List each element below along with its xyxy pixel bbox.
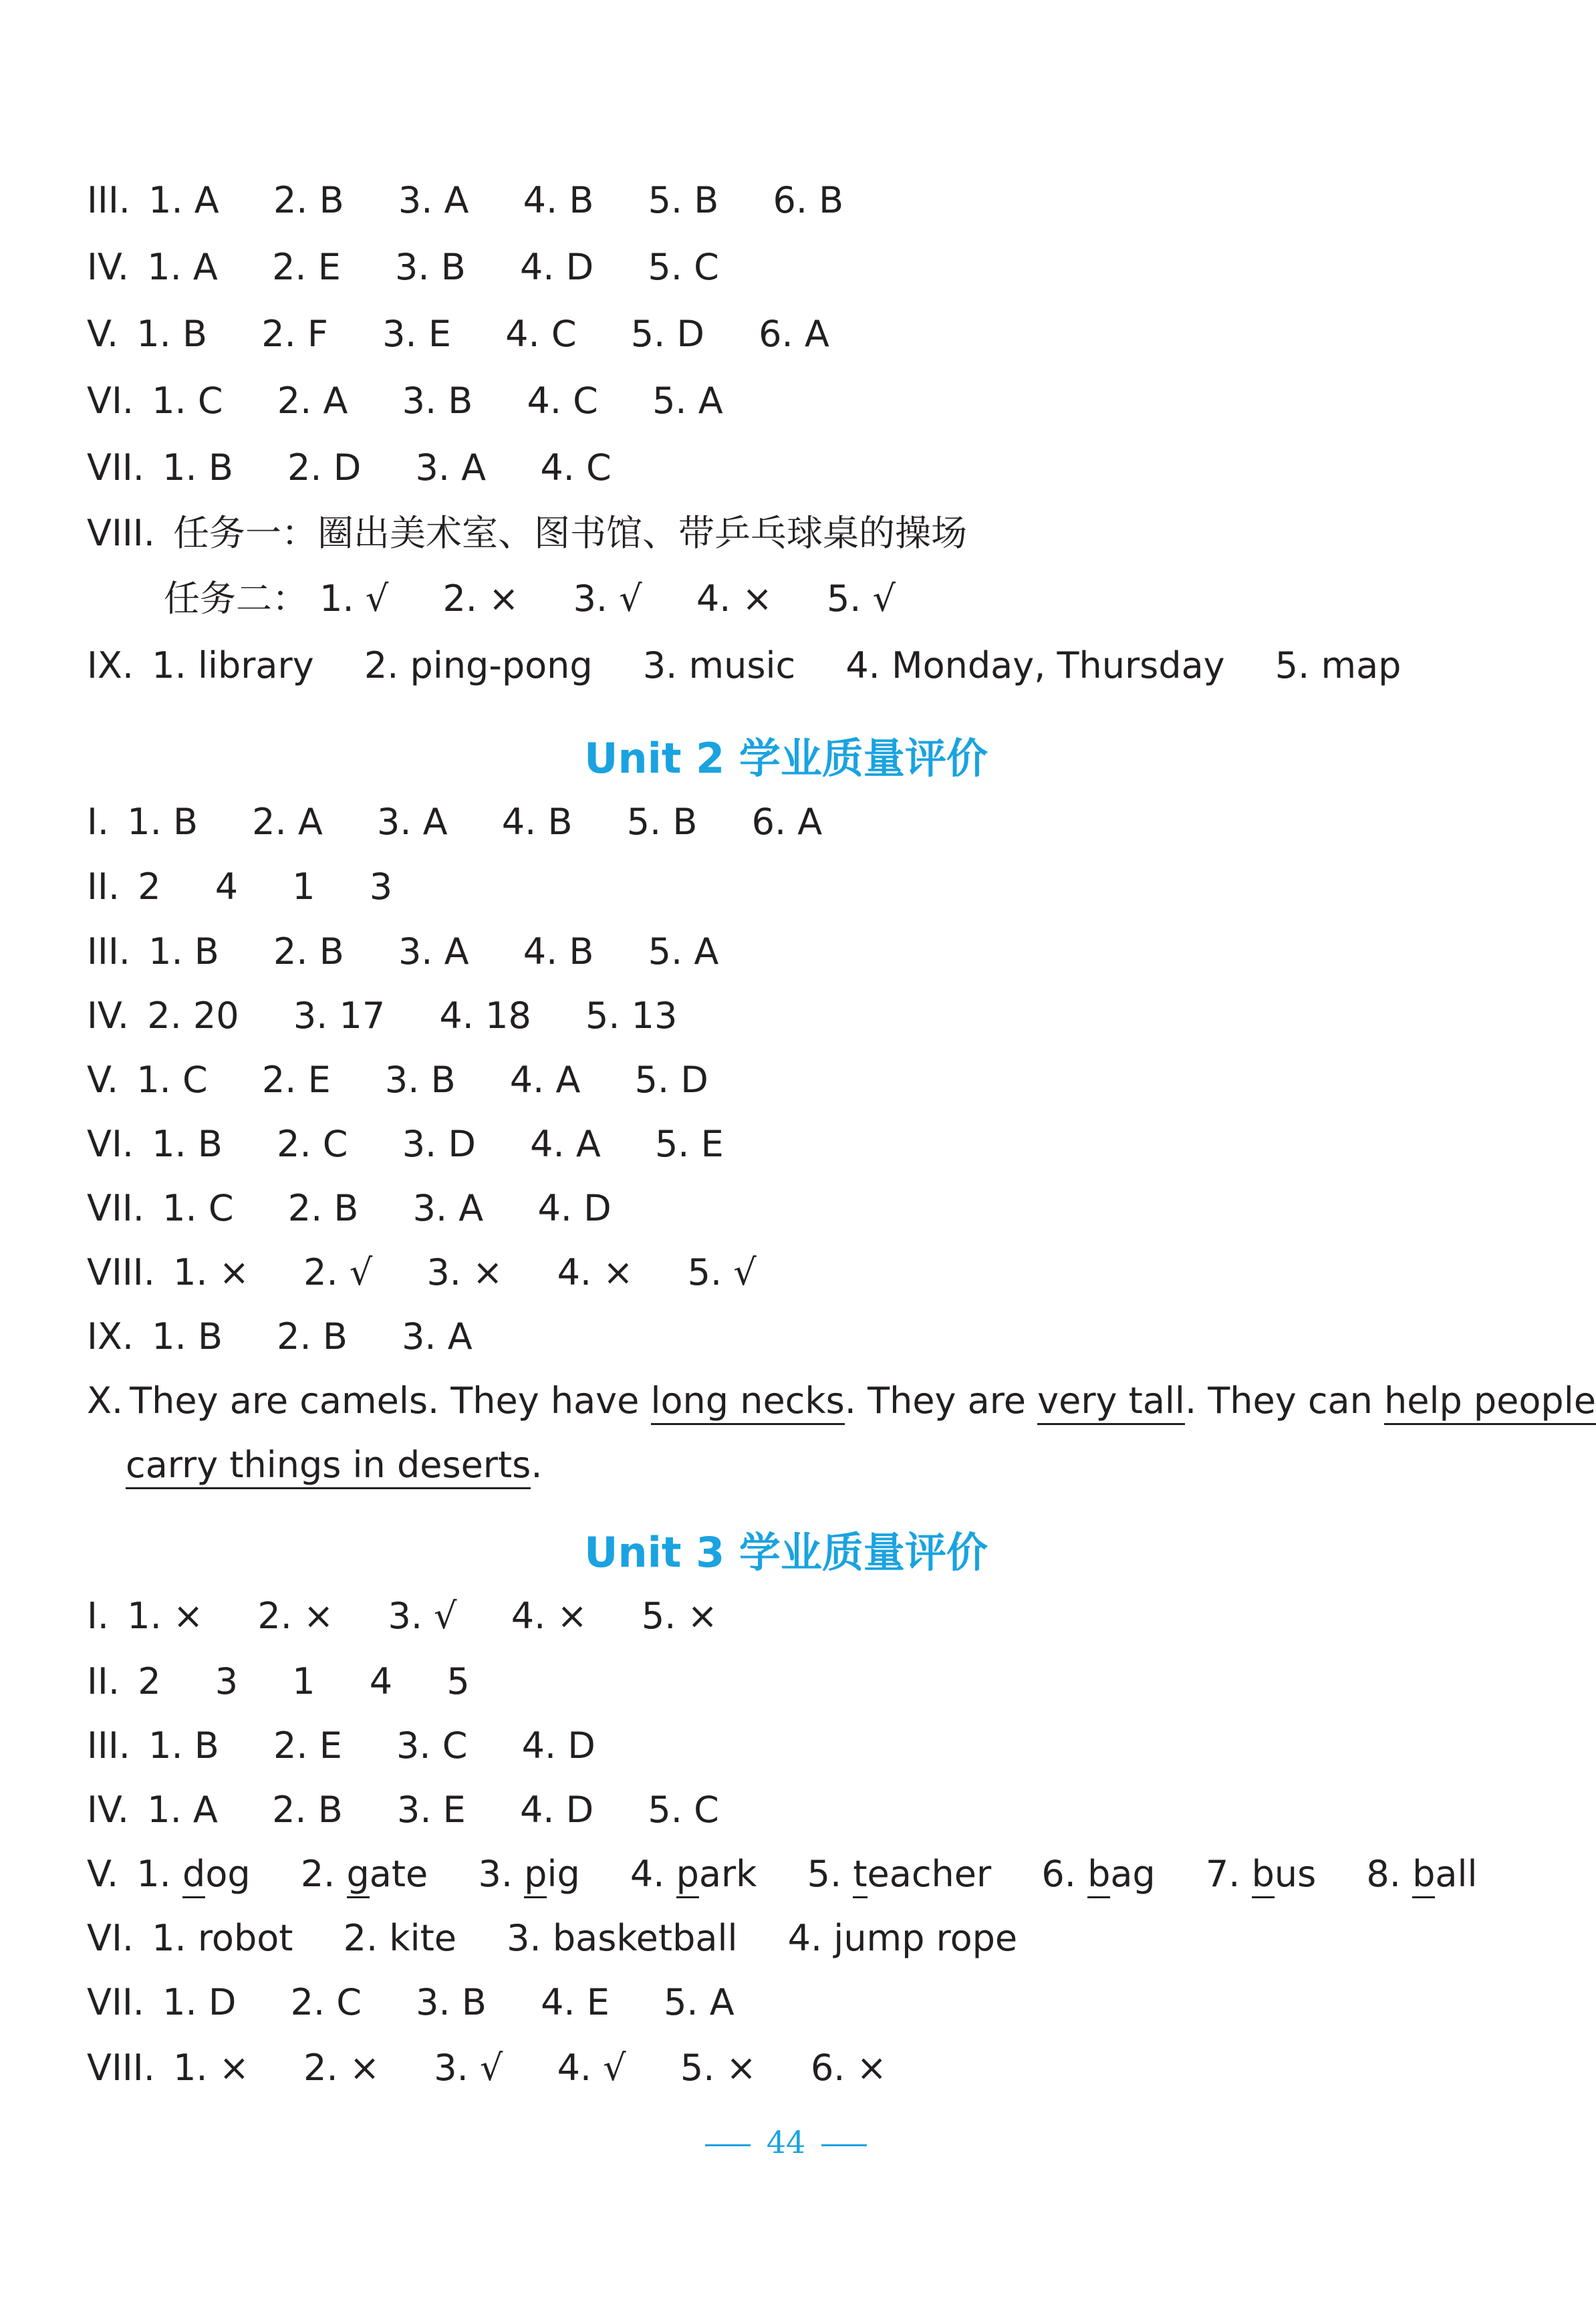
answer-row: [87, 174, 1485, 227]
answer-item: 2. B: [287, 1187, 359, 1229]
answer-row: [87, 925, 1485, 979]
row-label: IX.: [87, 644, 134, 686]
word-rest: ig: [547, 1853, 580, 1895]
answer-item: 3. E: [396, 1789, 466, 1831]
answer-row: [87, 795, 1485, 849]
answer-item: 1: [292, 866, 315, 908]
answer-item: 2. E: [273, 1725, 342, 1767]
answer-item: 4. C: [505, 313, 577, 355]
answer-item: 4. A: [530, 1123, 601, 1165]
answer-item: 5: [446, 1660, 470, 1702]
row-label: VI.: [87, 1917, 134, 1959]
answer-row: [87, 307, 1485, 361]
word-answer: [630, 1847, 757, 1901]
answer-row: [87, 1118, 1485, 1171]
answer-row: [87, 2041, 1485, 2095]
answer-item: 1. B: [136, 313, 208, 355]
answer-item: 5. ×: [680, 2047, 757, 2089]
row-label: V.: [87, 313, 119, 355]
answer-item: 1. C: [152, 380, 223, 422]
answer-item: 2. B: [272, 1789, 343, 1831]
answer-item: 1. A: [148, 179, 219, 221]
answer-item: 3. A: [415, 446, 487, 489]
answer-item: 1. A: [147, 246, 218, 288]
task-two-label: 任务二：: [164, 578, 308, 620]
answer-item: 1. B: [127, 801, 198, 843]
answer-item: 4. B: [523, 179, 594, 221]
underlined-letter: g: [347, 1853, 370, 1898]
x-underlined-answer: carry things in deserts: [126, 1444, 531, 1489]
answer-item: 3. C: [396, 1725, 468, 1767]
answer-row: [87, 1310, 1485, 1364]
answer-item: 5. D: [630, 313, 704, 355]
answer-item: 3. √: [434, 2047, 503, 2089]
answer-item: 2. D: [287, 446, 362, 489]
answer-item: 2. A: [252, 801, 323, 843]
answer-item: 4. D: [537, 1187, 612, 1229]
word-answer: [1206, 1847, 1316, 1901]
answer-row: [87, 639, 1485, 692]
word-number: 8.: [1366, 1853, 1401, 1895]
word-number: 3.: [478, 1853, 513, 1895]
answer-item: 4. A: [509, 1059, 581, 1101]
answer-item: 5. B: [626, 801, 698, 843]
word-rest: ag: [1110, 1853, 1156, 1895]
page-number: 44: [766, 2124, 806, 2160]
x-text: . They are: [844, 1380, 1038, 1422]
word-answer: [1041, 1847, 1155, 1901]
answer-item: 5. √: [826, 578, 896, 620]
word-rest: all: [1435, 1853, 1478, 1895]
answer-item: 5. A: [652, 380, 723, 422]
row-label: IV.: [87, 246, 130, 288]
word-rest: ark: [698, 1853, 757, 1895]
answer-item: 4. Monday, Thursday: [845, 644, 1225, 686]
answer-item: 5. E: [654, 1123, 724, 1165]
answer-item: 1. B: [148, 1725, 219, 1767]
word-answer: [136, 1847, 250, 1901]
answer-row-task2: [164, 572, 1485, 626]
answer-item: 5. map: [1275, 644, 1402, 686]
answer-row: [87, 1783, 1485, 1837]
answer-item: 3. ×: [426, 1251, 503, 1293]
answer-item: 2: [138, 866, 161, 908]
answer-row: [87, 1912, 1485, 1965]
row-label: II.: [87, 866, 120, 908]
answer-row: [87, 441, 1485, 495]
row-label: VII.: [87, 446, 144, 489]
word-number: 7.: [1205, 1853, 1240, 1895]
word-number: 4.: [630, 1853, 665, 1895]
row-label: VII.: [87, 1981, 144, 2023]
answer-item: 4. 18: [439, 995, 531, 1037]
answer-item: 4. E: [541, 1981, 610, 2023]
answer-item: 5. A: [664, 1981, 735, 2023]
answer-item: 6. A: [751, 801, 823, 843]
row-label: VIII.: [87, 512, 155, 554]
answer-item: 3. B: [402, 380, 473, 422]
answer-item: 4: [369, 1660, 393, 1702]
answer-item: 2. ×: [303, 2047, 380, 2089]
row-label: III.: [87, 1725, 130, 1767]
answer-item: 3: [369, 866, 393, 908]
answer-item: 3. E: [382, 313, 451, 355]
footer-rule-left: [705, 2144, 751, 2146]
answer-item: 3. B: [395, 246, 466, 288]
answer-item: 2. B: [277, 1315, 348, 1358]
answer-item: 4. jump rope: [787, 1917, 1018, 1959]
answer-item: 1. library: [152, 644, 314, 686]
row-label: I.: [87, 1595, 110, 1637]
answer-row-x: [87, 1374, 1596, 1428]
answer-item: 2. B: [273, 930, 344, 973]
answer-item: 1. ×: [173, 2047, 249, 2089]
x-underlined-answer: very tall: [1037, 1380, 1185, 1425]
answer-item: 4. C: [540, 446, 612, 489]
word-number: 6.: [1041, 1853, 1076, 1895]
answer-row-x-cont: [126, 1438, 1485, 1492]
answer-item: 4. D: [519, 1789, 594, 1831]
row-label: VI.: [87, 1123, 134, 1165]
answer-item: 2. √: [303, 1251, 373, 1293]
answer-row: [87, 1655, 1485, 1708]
answer-item: 1. B: [152, 1123, 223, 1165]
answer-item: 1. B: [148, 930, 219, 973]
answer-item: 3. basketball: [507, 1917, 738, 1959]
answer-item: 5. B: [648, 179, 719, 221]
underlined-letter: d: [182, 1853, 205, 1898]
answer-item: 3. A: [398, 930, 469, 973]
answer-item: 2. kite: [343, 1917, 456, 1959]
word-rest: eacher: [867, 1853, 992, 1895]
unit3-heading: Unit 3 学业质量评价: [584, 1528, 988, 1577]
answer-item: 3: [215, 1660, 239, 1702]
answer-item: 1. D: [162, 1981, 237, 2023]
answer-item: 6. A: [759, 313, 829, 355]
answer-item: 2. ping-pong: [364, 644, 593, 686]
x-text: .: [531, 1444, 543, 1486]
answer-item: 1. B: [162, 446, 233, 489]
x-text: . They can: [1184, 1380, 1384, 1422]
footer-rule-right: [821, 2144, 867, 2146]
row-label: V.: [87, 1853, 119, 1895]
answer-item: 5. A: [648, 930, 719, 973]
word-rest: us: [1274, 1853, 1317, 1895]
answer-row: [87, 989, 1485, 1043]
answer-item: 2. ×: [442, 578, 519, 620]
answer-row: [87, 1976, 1485, 2029]
answer-item: 1. √: [319, 578, 389, 620]
answer-row: [87, 241, 1485, 294]
answer-item: 2. A: [277, 380, 348, 422]
answer-item: 4. D: [519, 246, 594, 288]
row-label: IV.: [87, 1789, 130, 1831]
word-rest: ate: [369, 1853, 428, 1895]
answer-item: 2. E: [272, 246, 341, 288]
answer-item: 5. √: [687, 1251, 757, 1293]
answer-item: 1: [292, 1660, 315, 1702]
answer-item: 3. music: [642, 644, 796, 686]
answer-item: 1. C: [162, 1187, 234, 1229]
row-label: V.: [87, 1059, 119, 1101]
row-label: III.: [87, 930, 130, 973]
row-label: IV.: [87, 995, 130, 1037]
row-label: VIII.: [87, 2047, 155, 2089]
x-underlined-answer: long necks: [651, 1380, 845, 1425]
answer-row: [87, 860, 1485, 914]
answer-item: 2. F: [261, 313, 328, 355]
word-number: 5.: [807, 1853, 842, 1895]
answer-item: 2. ×: [257, 1595, 334, 1637]
row-label: II.: [87, 1660, 120, 1702]
answer-row: [87, 1589, 1485, 1643]
underlined-letter: b: [1252, 1853, 1275, 1898]
answer-item: 3. √: [388, 1595, 457, 1637]
word-answer: [807, 1847, 992, 1901]
answer-row: [87, 1182, 1485, 1235]
answer-item: 1. B: [152, 1315, 223, 1358]
answer-item: 3. A: [412, 1187, 484, 1229]
unit2-heading: Unit 2 学业质量评价: [584, 734, 988, 783]
answer-item: 2. E: [261, 1059, 331, 1101]
answer-item: 2. 20: [147, 995, 239, 1037]
row-label: VII.: [87, 1187, 144, 1229]
answer-item: 3. A: [402, 1315, 473, 1358]
answer-item: 5. C: [648, 246, 719, 288]
answer-item: 4. √: [557, 2047, 626, 2089]
underlined-letter: b: [1087, 1853, 1110, 1898]
answer-item: 5. ×: [641, 1595, 718, 1637]
answer-item: 4. D: [521, 1725, 595, 1767]
answer-row: [87, 374, 1485, 428]
answer-item: 1. robot: [152, 1917, 293, 1959]
answer-row-v: [87, 1847, 1485, 1901]
word-number: 1.: [136, 1853, 171, 1895]
answer-item: 2. B: [273, 179, 344, 221]
answer-item: 3. A: [376, 801, 448, 843]
answer-item: 1. A: [147, 1789, 218, 1831]
row-label: III.: [87, 179, 130, 221]
answer-row: [87, 1719, 1485, 1773]
word-rest: og: [205, 1853, 251, 1895]
answer-item: 3. B: [416, 1981, 487, 2023]
answer-item: 2: [138, 1660, 161, 1702]
answer-item: 3. B: [384, 1059, 456, 1101]
answer-item: 5. D: [634, 1059, 708, 1101]
answer-item: 1. C: [136, 1059, 208, 1101]
underlined-letter: p: [524, 1853, 547, 1898]
x-underlined-answer: help people: [1384, 1380, 1596, 1425]
answer-item: 3. √: [573, 578, 642, 620]
word-number: 2.: [300, 1853, 336, 1895]
answer-item: 6. B: [773, 179, 844, 221]
underlined-letter: b: [1412, 1853, 1435, 1898]
answer-item: 3. D: [402, 1123, 476, 1165]
answer-item: 2. C: [277, 1123, 348, 1165]
row-label: VIII.: [87, 1251, 155, 1293]
underlined-letter: p: [676, 1853, 699, 1898]
x-text: They are camels. They have: [130, 1380, 651, 1422]
answer-item: 4. C: [527, 380, 598, 422]
answer-item: 3. 17: [293, 995, 386, 1037]
word-answer: [301, 1847, 428, 1901]
answer-item: 1. ×: [127, 1595, 204, 1637]
answer-item: 2. C: [290, 1981, 362, 2023]
answer-row: [87, 1053, 1485, 1107]
page-footer: [0, 2119, 1572, 2166]
answer-item: 3. A: [398, 179, 469, 221]
answer-item: 4: [215, 866, 239, 908]
answer-item: 5. 13: [585, 995, 678, 1037]
word-answer: [478, 1847, 579, 1901]
task-one-text: 任务一：圈出美术室、图书馆、带乒乓球桌的操场: [173, 512, 968, 554]
answer-row-viii: [87, 507, 1485, 560]
answer-item: 4. B: [523, 930, 594, 973]
row-label: I.: [87, 801, 110, 843]
row-label: VI.: [87, 380, 134, 422]
answer-item: 4. ×: [511, 1595, 587, 1637]
row-label: IX.: [87, 1315, 134, 1358]
answer-item: 1. ×: [173, 1251, 249, 1293]
answer-row: [87, 1246, 1485, 1299]
answer-item: 5. C: [648, 1789, 719, 1831]
answer-item: 6. ×: [810, 2047, 887, 2089]
answer-item: 4. ×: [696, 578, 773, 620]
answer-item: 4. B: [501, 801, 573, 843]
underlined-letter: t: [853, 1853, 867, 1898]
row-label: X.: [87, 1380, 124, 1422]
word-answer: [1366, 1847, 1477, 1901]
answer-item: 4. ×: [557, 1251, 634, 1293]
